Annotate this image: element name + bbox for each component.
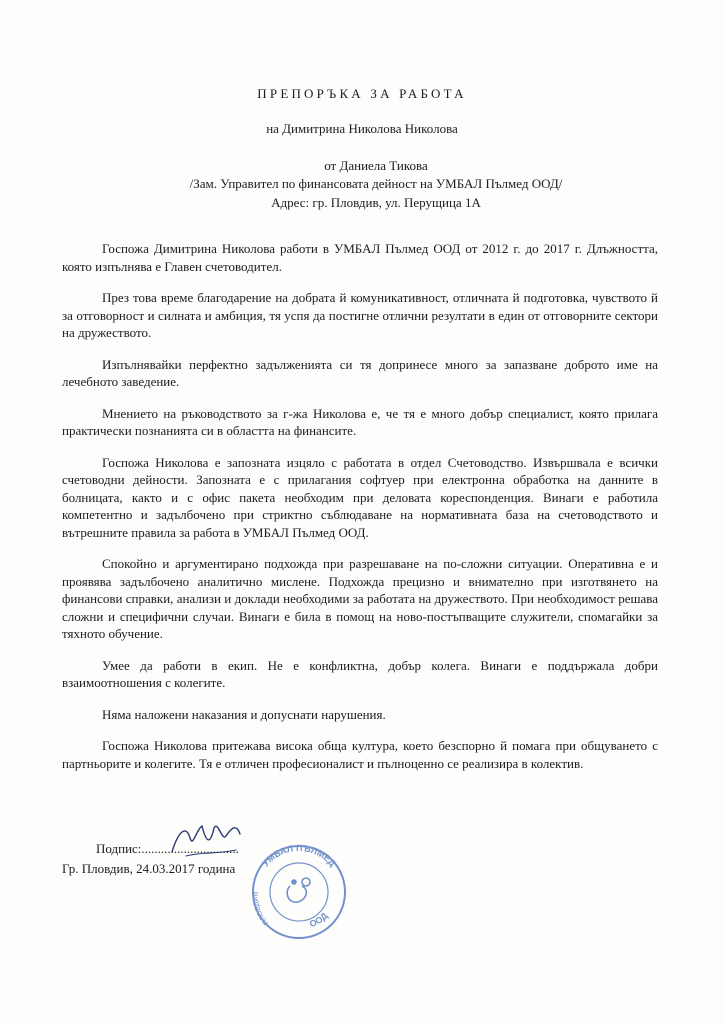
recipient-line: на Димитрина Николова Николова <box>266 121 458 136</box>
paragraph-9: Госпожа Николова притежава висока обща култура, което безспорно й помага при общуването с партньорите и колегите. Тя е отличен професионалист и пълноценно се реализира в колектив. <box>62 738 658 771</box>
letter-body <box>62 240 658 786</box>
paragraph-2: През това време благодарение на добрата й комуникативност, отличната й подготовка, чувството й за отговорност и силната и амбиция, тя успя да постигне отлични резултати в един от отговорните сектори на дружеството. <box>62 290 658 340</box>
svg-text:УМБАЛ ПЪЛМЕД <box>260 843 338 869</box>
round-stamp-icon <box>244 840 354 940</box>
signature-line: Подпис:.............................. <box>96 841 239 856</box>
author-position: /Зам. Управител по финансовата дейност на УМБАЛ Пълмед ООД/ <box>189 176 563 191</box>
stamp-emblem-icon <box>287 878 310 902</box>
author-line: от Даниела Тикова <box>324 158 428 173</box>
stamp-text-bottom: ООД <box>308 910 330 930</box>
paragraph-3: Изпълнявайки перфектно задълженията си тя допринесе много за запазване доброто име на лечебното заведение. <box>62 356 658 389</box>
stamp-text-left: ПЛОВДИВ <box>252 891 271 926</box>
paragraph-4: Мнението на ръководството за г-жа Николова е, че тя е много добър специалист, която прилага практически познанията си в областта на финансите. <box>62 405 658 438</box>
place-date: Гр. Пловдив, 24.03.2017 година <box>62 861 236 876</box>
author-address: Адрес: гр. Пловдив, ул. Перущица 1А <box>271 195 481 210</box>
stamp-text-top: УМБАЛ ПЪЛМЕД <box>260 842 338 869</box>
document-title: ПРЕПОРЪКА ЗА РАБОТА <box>257 86 467 101</box>
handwritten-signature <box>166 812 246 868</box>
paragraph-7: Умее да работи в екип. Не е конфликтна, добър колега. Винаги е поддържала добри взаимоотношения с колегите. <box>62 657 658 690</box>
paragraph-8: Няма наложени наказания и допуснати нарушения. <box>102 706 386 722</box>
paragraph-6: Спокойно и аргументирано подхожда при разрешаване на по-сложни ситуации. Оперативна е и проявява задълбочено аналитично мислене. Подхожда прецизно и внимателно при изготвянето на финансови справки, анализи и доклади необходими за работата на дружеството. При необходимост решава сложни и специфични случаи. Винаги е била в помощ на ново-постъпващите служители, спомагайки за тяхното обучение. <box>62 556 658 641</box>
paragraph-1: Госпожа Димитрина Николова работи в УМБАЛ Пълмед ООД от 2012 г. до 2017 г. Длъжността, която изпълнява е Главен счетоводител. <box>62 241 658 274</box>
svg-text:ПЛОВДИВ <box>252 891 270 926</box>
paragraph-5: Госпожа Николова е запозната изцяло с работата в отдел Счетоводство. Извършвала е всички счетоводни дейности. Запозната е с прилагания софтуер при електронна обработка на данните в болницата, както и с офис пакета необходим при деловата кореспонденция. Винаги е работила компетентно и задълбочено при стриктно съблюдаване на нормативната база на счетоводството и вътрешните правила за работа в УМБАЛ Пълмед ООД. <box>62 454 658 540</box>
